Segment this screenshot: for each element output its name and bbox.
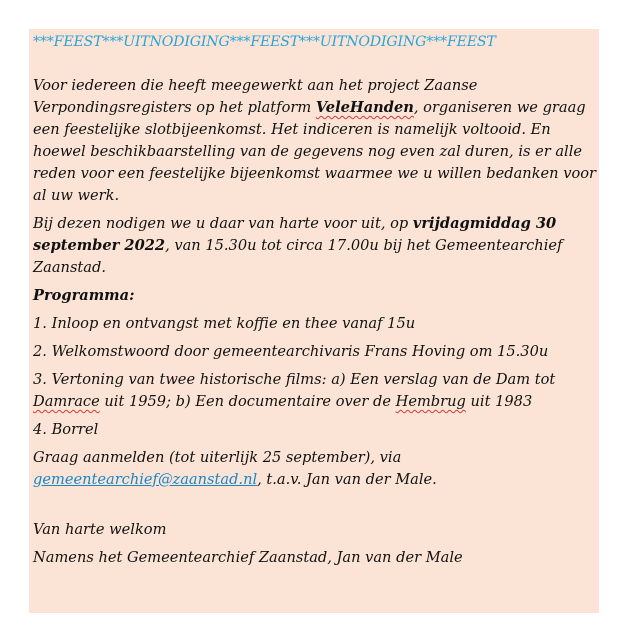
hembrug-word: Hembrug xyxy=(395,393,466,410)
programma-heading: Programma: xyxy=(33,287,135,304)
program-item-4: 4. Borrel xyxy=(33,421,99,438)
program-item-3 xyxy=(33,369,599,413)
program-item-2: 2. Welkomstwoord door gemeentearchivaris Frans Hoving om 15.30u xyxy=(33,343,549,360)
program-item-3-text-3: uit 1983 xyxy=(465,393,533,410)
invite-text-1: Bij dezen nodigen we u daar van harte voor uit, op xyxy=(33,215,413,232)
invite-paragraph xyxy=(33,213,599,279)
invite-text-2: , van 15.30u tot circa 17.00u bij het Gemeentearchief Zaanstad. xyxy=(33,237,563,276)
program-item-3-text-2: uit 1959; b) Een documentaire over de xyxy=(99,393,396,410)
damrace-word: Damrace xyxy=(33,393,100,410)
register-text-2: , t.a.v. Jan van der Male. xyxy=(257,471,437,488)
platform-name: VeleHanden xyxy=(315,99,414,116)
register-paragraph xyxy=(33,447,599,491)
register-text-1: Graag aanmelden (tot uiterlijk 25 september), via xyxy=(33,449,402,466)
closing-signature: Namens het Gemeentearchief Zaanstad, Jan van der Male xyxy=(33,549,463,566)
email-link[interactable]: gemeentearchief@zaanstad.nl xyxy=(33,471,258,488)
closing-welcome: Van harte welkom xyxy=(33,521,167,538)
event-date: vrijdagmiddag 30 september 2022 xyxy=(33,215,557,254)
intro-text-2: , organiseren we graag een feestelijke slotbijeenkomst. Het indiceren is namelijk voltooid. En hoewel beschikbaarstelling van de gegevens nog even zal duren, is er alle reden voor een feestelijke bijeenkomst waarmee we u willen bedanken voor al uw werk. xyxy=(33,99,597,204)
intro-text-1: Voor iedereen die heeft meegewerkt aan het project Zaanse Verpondingsregisters op het platform xyxy=(33,77,478,116)
invitation-document xyxy=(29,29,599,613)
program-item-3-text-1: 3. Vertoning van twee historische films: a) Een verslag van de Dam tot xyxy=(33,371,556,388)
intro-paragraph xyxy=(33,75,599,207)
program-item-1: 1. Inloop en ontvangst met koffie en thee vanaf 15u xyxy=(33,315,416,332)
banner-heading: ***FEEST***UITNODIGING***FEEST***UITNODIGING***FEEST xyxy=(33,34,496,50)
